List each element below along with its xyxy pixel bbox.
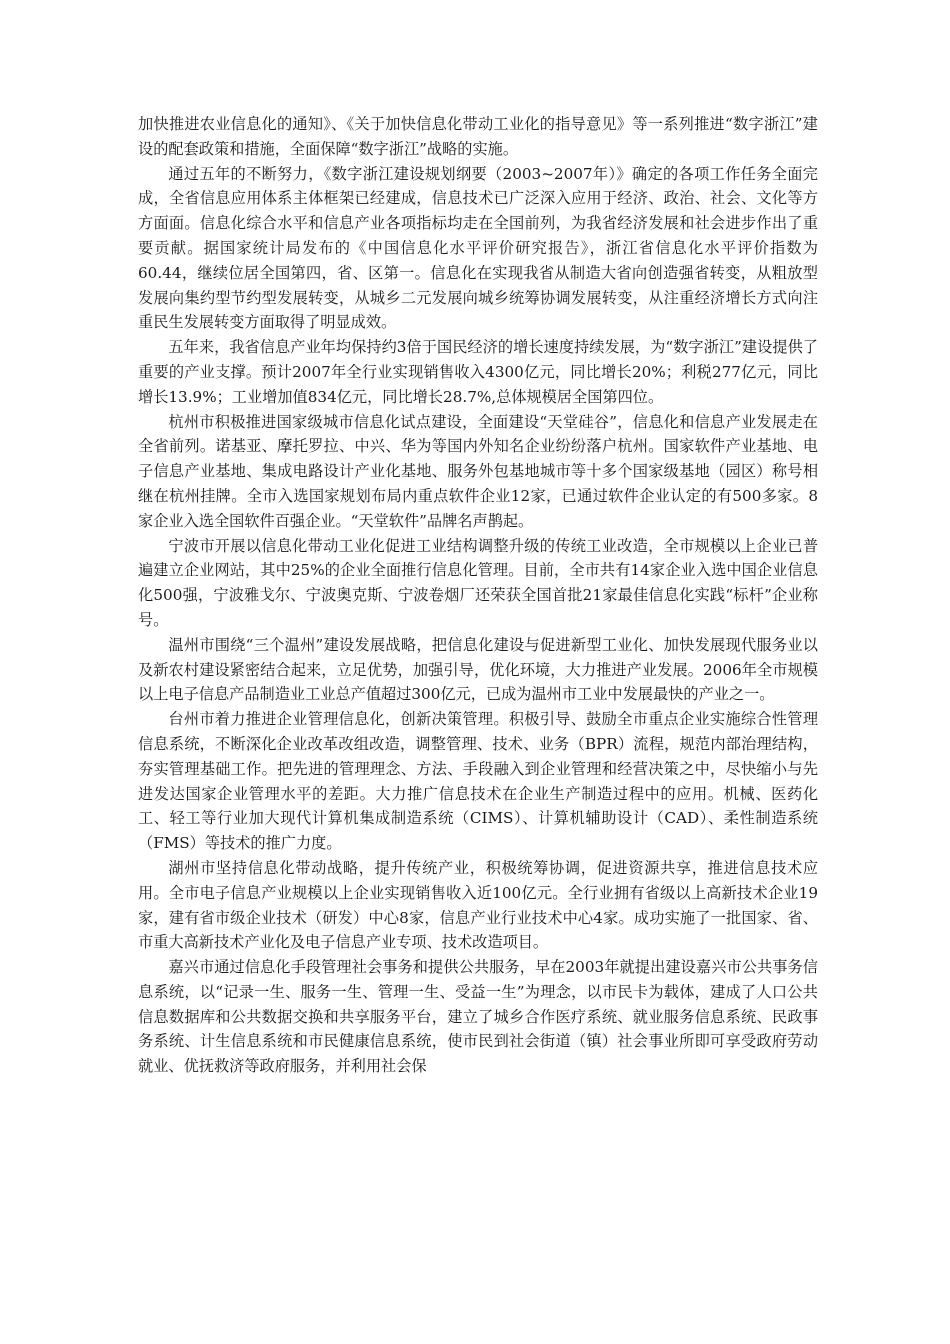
paragraph-hangzhou: 杭州市积极推进国家级城市信息化试点建设，全面建设“天堂硅谷”，信息化和信息产业发展走在全省前列。诺基亚、摩托罗拉、中兴、华为等国内外知名企业纷纷落户杭州。国家软件产业基地、电子信息产业基地、集成电路设计产业化基地、服务外包基地城市等十多个国家级基地（园区）称号相继在杭州挂牌。全市入选国家规划布局内重点软件企业12家，已通过软件企业认定的有500多家。8家企业入选全国软件百强企业。“天堂软件”品牌名声鹊起。 xyxy=(138,412,818,530)
paragraph-wenzhou: 温州市围绕“三个温州”建设发展战略，把信息化建设与促进新型工业化、加快发展现代服务业以及新农村建设紧密结合起来，立足优势，加强引导，优化环境，大力推进产业发展。2006年全市规模以上电子信息产品制造业工业总产值超过300亿元，已成为温州市工业中发展最快的产业之一。 xyxy=(138,635,818,704)
paragraph-digital-zhejiang-results: 通过五年的不断努力，《数字浙江建设规划纲要（2003~2007年）》确定的各项工作任务全面完成，全省信息应用体系主体框架已经建成，信息技术已广泛深入应用于经济、政治、社会、文化等方方面面。信息化综合水平和信息产业各项指标均走在全国前列，为我省经济发展和社会进步作出了重要贡献。据国家统计局发布的《中国信息化水平评价研究报告》，浙江省信息化水平评价指数为60.44，继续位居全国第四，省、区第一。信息化在实现我省从制造大省向创造强省转变，从粗放型发展向集约型节约型发展转变，从城乡二元发展向城乡统筹协调发展转变，从注重经济增长方式向注重民生发展转变方面取得了明显成效。 xyxy=(138,164,818,332)
paragraph-continuation: 加快推进农业信息化的通知》、《关于加快信息化带动工业化的指导意见》等一系列推进“数字浙江”建设的配套政策和措施，全面保障“数字浙江”战略的实施。 xyxy=(138,115,818,158)
paragraph-ningbo: 宁波市开展以信息化带动工业化促进工业结构调整升级的传统工业改造，全市规模以上企业已普遍建立企业网站，其中25%的企业全面推行信息化管理。目前，全市共有14家企业入选中国企业信息化500强，宁波雅戈尔、宁波奥克斯、宁波卷烟厂还荣获全国首批21家最佳信息化实践“标杆”企业称号。 xyxy=(138,536,818,629)
document-page xyxy=(138,112,818,1079)
paragraph-huzhou: 湖州市坚持信息化带动战略，提升传统产业，积极统筹协调，促进资源共享，推进信息技术应用。全市电子信息产业规模以上企业实现销售收入近100亿元。全行业拥有省级以上高新技术企业19家，建有省市级企业技术（研发）中心8家，信息产业行业技术中心4家。成功实施了一批国家、省、市重大高新技术产业化及电子信息产业专项、技术改造项目。 xyxy=(138,858,818,952)
paragraph-taizhou: 台州市着力推进企业管理信息化，创新决策管理。积极引导、鼓励全市重点企业实施综合性管理信息系统，不断深化企业改革改组改造，调整管理、技术、业务（BPR）流程，规范内部治理结构，夯实管理基础工作。把先进的管理理念、方法、手段融入到企业管理和经营决策之中，尽快缩小与先进发达国家企业管理水平的差距。大力推广信息技术在企业生产制造过程中的应用。机械、医药化工、轻工等行业加大现代计算机集成制造系统（CIMS）、计算机辅助设计（CAD）、柔性制造系统（FMS）等技术的推广力度。 xyxy=(138,710,818,853)
paragraph-jiaxing: 嘉兴市通过信息化手段管理社会事务和提供公共服务，早在2003年就提出建设嘉兴市公共事务信息系统，以“记录一生、服务一生、管理一生、受益一生”为理念，以市民卡为载体，建成了人口公共信息数据库和公共数据交换和共享服务平台，建立了城乡合作医疗系统、就业服务信息系统、民政事务系统、计生信息系统和市民健康信息系统，使市民到社会街道（镇）社会事业所即可享受政府劳动就业、优抚救济等政府服务，并利用社会保 xyxy=(138,958,818,1076)
paragraph-industry-growth: 五年来，我省信息产业年均保持约3倍于国民经济的增长速度持续发展，为“数字浙江”建设提供了重要的产业支撑。预计2007年全行业实现销售收入4300亿元，同比增长20%；利税277亿元，同比增长13.9%；工业增加值834亿元，同比增长28.7%,总体规模居全国第四位。 xyxy=(138,338,818,406)
